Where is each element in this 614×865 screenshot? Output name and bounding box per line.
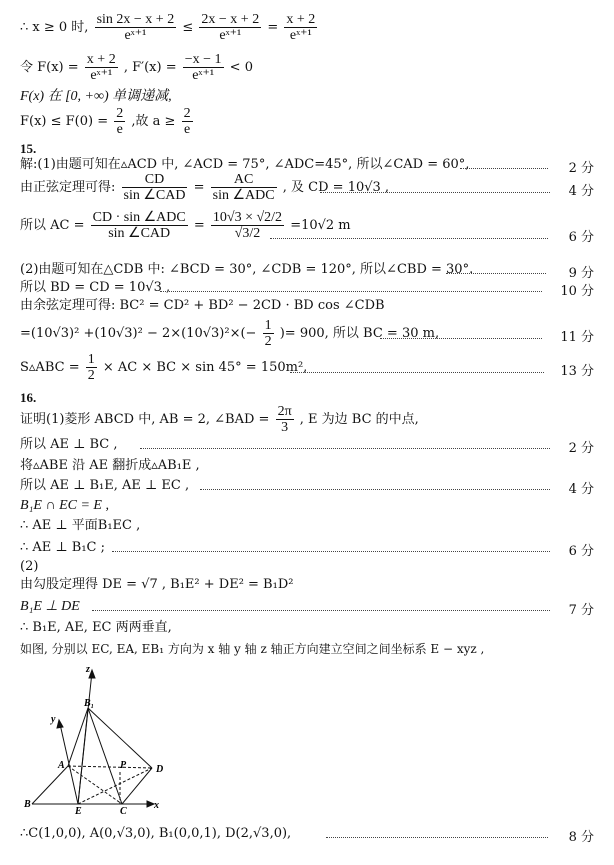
label-z: z: [86, 664, 90, 675]
text: 由正弦定理可得:: [20, 180, 116, 195]
denominator: 3: [281, 420, 289, 435]
segment-B1C: [88, 708, 122, 804]
segment-AD: [68, 766, 152, 768]
q16-line-5: B₁E ∩ EC = E ,: [20, 498, 109, 513]
label-C: C: [120, 806, 127, 814]
relation: =: [193, 218, 205, 233]
denominator: e: [116, 122, 123, 137]
numerator: 2x − x + 2: [201, 12, 260, 27]
q16-line-2: 所以 AE ⊥ BC ,: [20, 437, 118, 452]
numerator: 2: [183, 106, 191, 121]
denominator: eˣ⁺¹: [219, 28, 242, 43]
top-line-4: [20, 106, 195, 137]
denominator: sin ∠CAD: [108, 226, 171, 241]
text: , E 为边 BC 的中点,: [299, 412, 419, 427]
numerator: 1: [87, 352, 95, 367]
denominator: eˣ⁺¹: [124, 28, 147, 43]
dot-leader: [326, 837, 548, 838]
denominator: 2: [87, 368, 95, 383]
label-A: A: [58, 760, 65, 771]
segment-CD: [122, 768, 152, 804]
fraction: [182, 106, 193, 137]
question-15-number: 15.: [20, 141, 37, 156]
text: =10√2 m: [290, 218, 351, 233]
dot-leader: [160, 291, 542, 292]
q16-line-12: 如图, 分别以 EC, EA, EB₁ 方向为 x 轴 y 轴 z 轴正方向建立空间之间坐标系 E − xyz ,: [20, 642, 485, 656]
q15-line-7: [20, 318, 439, 349]
score: 13 分: [560, 364, 594, 379]
text: 证明(1)菱形 ABCD 中, AB = 2, ∠BAD =: [20, 412, 270, 427]
q15-line-8: [20, 352, 307, 383]
label-B1: B₁: [84, 698, 95, 709]
denominator: e: [183, 122, 191, 137]
denominator: sin ∠ADC: [212, 188, 275, 203]
q16-line-7: ∴ AE ⊥ B₁C ;: [20, 540, 105, 555]
dot-leader: [270, 238, 548, 239]
fraction: [263, 318, 274, 349]
fraction: [183, 52, 224, 83]
dot-leader: [92, 610, 550, 611]
denominator: eˣ⁺¹: [289, 28, 312, 43]
question-16-number: 16.: [20, 390, 37, 405]
relation: =: [193, 180, 205, 195]
label-P: P: [120, 760, 127, 771]
text: ,故 a ≥: [131, 114, 176, 129]
text: =(10√3)² +(10√3)² − 2×(10√3)²×(−: [20, 326, 257, 341]
numerator: x + 2: [286, 12, 316, 27]
dot-leader: [140, 448, 550, 449]
dot-leader: [446, 273, 546, 274]
text: ∴ x ≥ 0 时,: [20, 20, 89, 35]
q16-line-13: ∴C(1,0,0), A(0,√3,0), B₁(0,0,1), D(2,√3,0),: [20, 826, 292, 841]
relation: ≤: [182, 20, 194, 35]
numerator: x + 2: [86, 52, 116, 67]
label-y: y: [51, 714, 56, 725]
q15-line-3: [20, 210, 351, 241]
segment-BA: [32, 766, 68, 804]
numerator: AC: [211, 172, 277, 188]
top-line-1: [20, 12, 319, 43]
q16-line-9: 由勾股定理得 DE = √7 , B₁E² + DE² = B₁D²: [20, 577, 294, 592]
fraction: [91, 210, 188, 241]
q15-line-4: (2)由题可知在△CDB 中: ∠BCD = 30°, ∠CDB = 120°, 所以∠CBD = 30°.: [20, 262, 474, 277]
label-D: D: [156, 764, 164, 775]
text: F(x) ≤ F(0) =: [20, 114, 109, 129]
fraction: [211, 210, 284, 241]
denominator: 2: [264, 334, 272, 349]
text: × AC × BC × sin 45° = 150m²,: [102, 360, 308, 375]
score: 4 分: [568, 184, 594, 199]
score: 6 分: [568, 230, 594, 245]
numerator: CD · sin ∠ADC: [92, 210, 186, 225]
numerator: 10√3 × √2/2: [212, 210, 283, 225]
q16-line-3: 将▵ABE 沿 AE 翻折成▵AB₁E ,: [20, 458, 200, 473]
numerator: 2: [116, 106, 124, 121]
q15-line-2: [20, 172, 389, 203]
text: < 0: [229, 60, 253, 75]
fraction: [276, 404, 294, 435]
fraction: [95, 12, 177, 43]
dot-leader: [200, 489, 550, 490]
fraction: [114, 106, 125, 137]
geometry-figure: [20, 664, 170, 814]
dot-leader: [112, 551, 550, 552]
relation: =: [267, 20, 279, 35]
denominator: eˣ⁺¹: [90, 68, 113, 83]
score: 2 分: [568, 441, 594, 456]
segment-AC: [68, 766, 122, 804]
q16-line-6: ∴ AE ⊥ 平面B₁EC ,: [20, 518, 141, 533]
q15-line-1: 解:(1)由题可知在▵ACD 中, ∠ACD = 75°, ∠ADC=45°, 所以∠CAD = 60°,: [20, 157, 470, 172]
y-axis-arrow: [57, 720, 63, 728]
score: 11 分: [560, 330, 594, 345]
text: , F′(x) =: [123, 60, 177, 75]
denominator: √3/2: [234, 226, 261, 241]
numerator: CD: [122, 172, 188, 188]
label-x: x: [154, 800, 159, 811]
dot-leader: [320, 192, 550, 193]
fraction: [211, 172, 277, 203]
numerator: 2π: [277, 404, 292, 419]
q15-line-6: 由余弦定理可得: BC² = CD² + BD² − 2CD · BD cos ∠CDB: [20, 298, 385, 313]
score: 10 分: [560, 284, 594, 299]
q16-line-4: 所以 AE ⊥ B₁E, AE ⊥ EC ,: [20, 478, 190, 493]
text: 所以 AC =: [20, 218, 85, 233]
x-axis-arrow: [147, 801, 154, 807]
text: S▵ABC =: [20, 360, 80, 375]
score: 6 分: [568, 544, 594, 559]
denominator: sin ∠CAD: [123, 188, 186, 203]
q16-line-11: ∴ B₁E, AE, EC 两两垂直,: [20, 620, 172, 635]
fraction: [199, 12, 261, 43]
fraction: [122, 172, 188, 203]
score: 8 分: [568, 830, 594, 845]
text: 令 F(x) =: [20, 60, 79, 75]
text: )= 900, 所以 BC = 30 m,: [279, 326, 440, 341]
label-B: B: [24, 799, 31, 810]
fraction: [284, 12, 317, 43]
denominator: eˣ⁺¹: [192, 68, 215, 83]
dot-leader: [380, 338, 542, 339]
label-E: E: [75, 806, 82, 814]
score: 2 分: [568, 161, 594, 176]
numerator: sin 2x − x + 2: [96, 12, 175, 27]
q16-line-1: [20, 404, 419, 435]
score: 9 分: [568, 266, 594, 281]
dot-leader: [290, 372, 544, 373]
score: 7 分: [568, 603, 594, 618]
top-line-2: [20, 52, 253, 83]
text: , 及 CD = 10√3 ,: [282, 180, 390, 195]
q16-line-10: B₁E ⊥ DE: [20, 599, 80, 614]
dot-leader: [460, 168, 548, 169]
q15-line-5: 所以 BD = CD = 10√3 ,: [20, 280, 171, 295]
top-line-3: F(x) 在 [0, +∞) 单调递减,: [20, 89, 172, 104]
numerator: 1: [264, 318, 272, 333]
fraction: [85, 52, 118, 83]
fraction: [86, 352, 97, 383]
q16-line-8: (2): [20, 559, 39, 574]
numerator: −x − 1: [184, 52, 222, 67]
segment-B1D: [88, 708, 152, 768]
score: 4 分: [568, 482, 594, 497]
